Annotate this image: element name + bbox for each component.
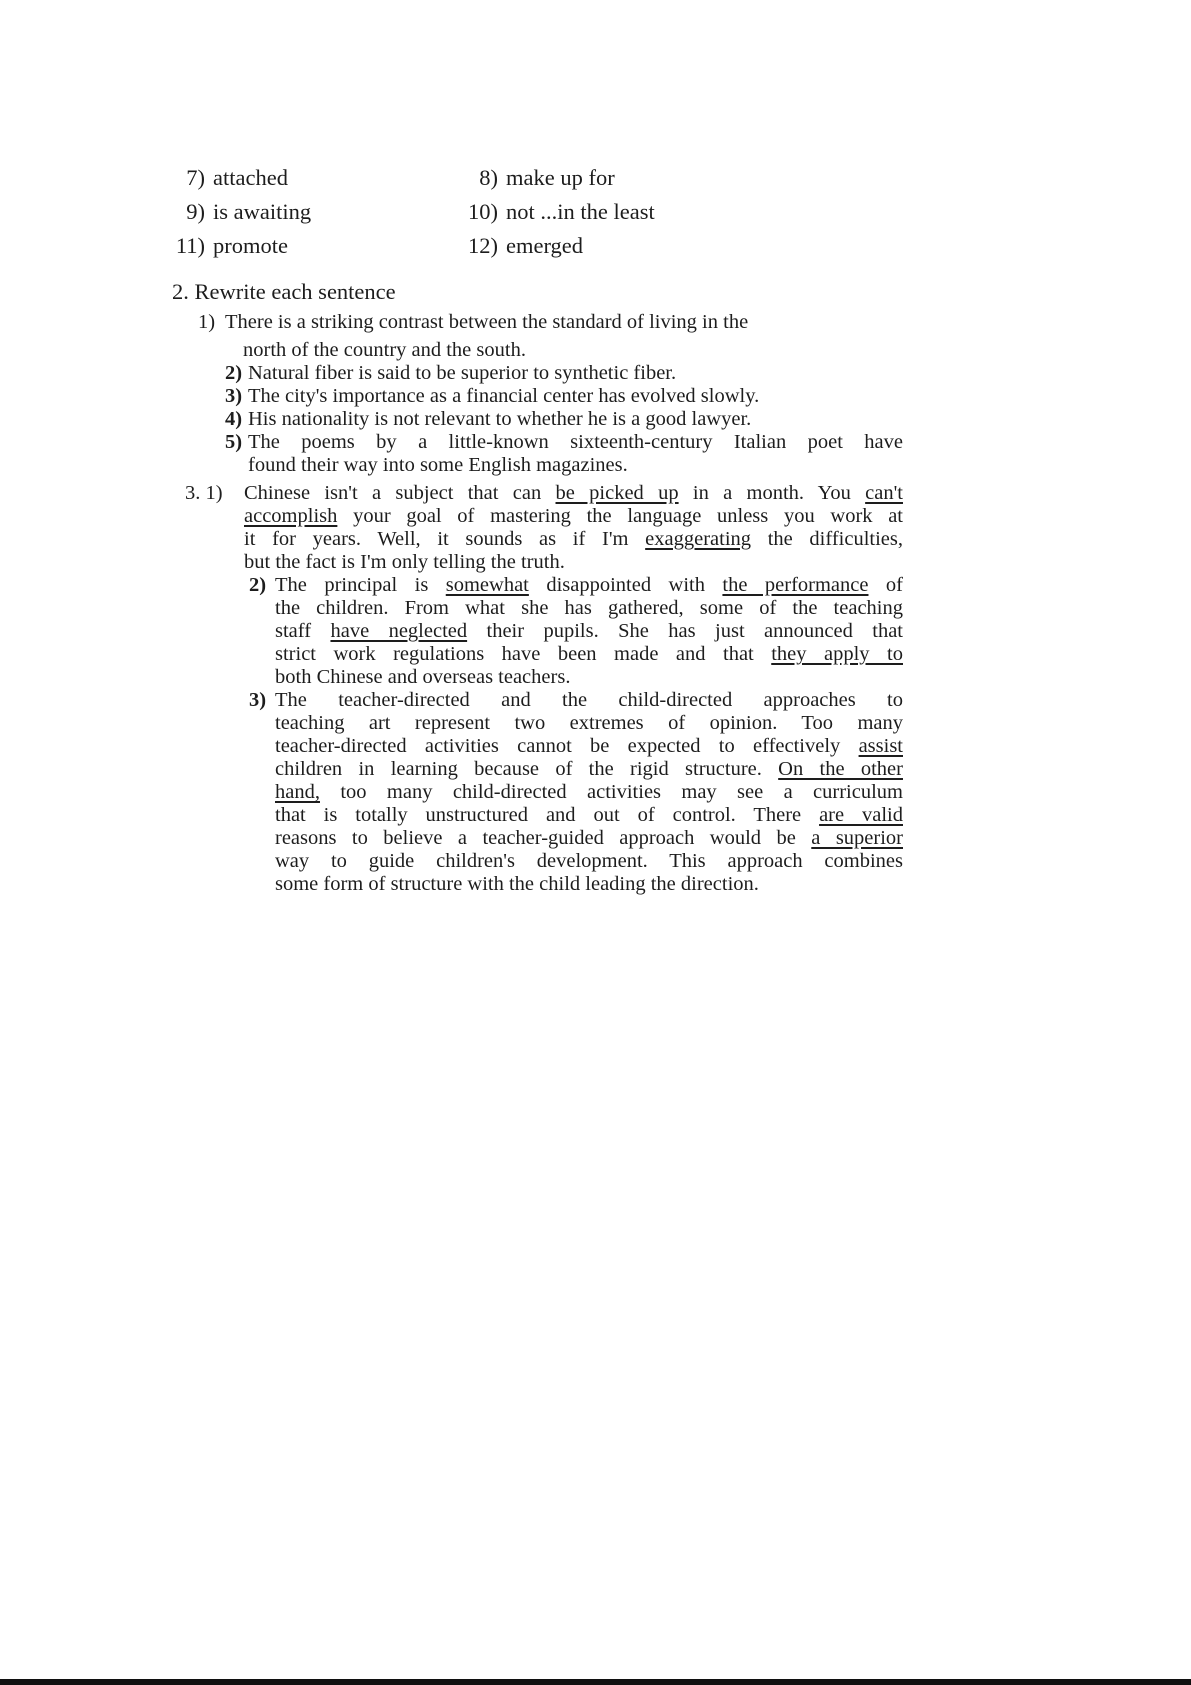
text-line — [275, 781, 903, 804]
text-run: found their way into some English magazines. — [248, 454, 628, 476]
underlined-text: On the other — [778, 758, 903, 780]
list-item — [225, 362, 903, 385]
underlined-text: exaggerating — [645, 528, 752, 550]
item-number: 9) — [186, 199, 205, 224]
text-run: staff — [275, 620, 331, 642]
text-line — [275, 574, 903, 597]
item-text-block — [275, 689, 903, 896]
text-line — [275, 873, 903, 896]
text-run: teaching art represent two extremes of opinion. Too many — [275, 712, 903, 734]
item-marker: 3. 1) — [185, 482, 223, 504]
underlined-text: they apply to — [771, 643, 903, 665]
text-run: The principal is — [275, 574, 446, 596]
item-marker: 3) — [249, 689, 267, 711]
item-text-block — [248, 385, 903, 408]
item-text: not ...in the least — [506, 199, 655, 224]
text-run: the difficulties, — [751, 528, 903, 550]
text-line — [275, 597, 903, 620]
text-run: north of the country and the south. — [243, 339, 526, 361]
text-line — [275, 689, 903, 712]
underlined-text: can't — [865, 482, 903, 504]
bottom-edge-bar — [0, 1679, 1191, 1685]
text-line — [248, 362, 903, 385]
item-text-block — [225, 311, 880, 362]
list-item — [225, 408, 903, 431]
text-run: teacher-directed activities cannot be expected to effectively — [275, 735, 859, 757]
text-run: some form of structure with the child leading the direction. — [275, 873, 759, 895]
text-line — [275, 712, 903, 735]
item-text: emerged — [506, 233, 584, 258]
list-item — [249, 574, 903, 689]
vocab-cell — [435, 161, 615, 195]
underlined-text: a superior — [811, 827, 903, 849]
item-text-block — [248, 431, 903, 477]
item-text: make up for — [506, 165, 615, 190]
text-line — [275, 643, 903, 666]
item-text: is awaiting — [213, 199, 312, 224]
text-line — [248, 454, 903, 477]
text-run: in a month. You — [678, 482, 866, 504]
vocab-row — [168, 195, 948, 229]
text-run: disappointed with — [528, 574, 723, 596]
vocab-cell — [435, 229, 583, 263]
underlined-text: accomplish — [244, 505, 338, 527]
text-run: the children. From what she has gathered, some of the teaching — [275, 597, 903, 619]
vocab-row — [168, 229, 948, 263]
text-run: but the fact is I'm only telling the truth. — [244, 551, 565, 573]
item-text-block — [244, 482, 903, 574]
text-line — [275, 850, 903, 873]
underlined-text: the performance — [722, 574, 869, 596]
underlined-text: hand, — [275, 781, 320, 803]
text-line — [244, 551, 903, 574]
text-run: children in learning because of the rigid structure. — [275, 758, 779, 780]
item-marker: 1) — [198, 311, 216, 333]
item-number: 12) — [468, 233, 498, 258]
text-line — [275, 827, 903, 850]
underlined-text: are valid — [819, 804, 903, 826]
list-item — [225, 385, 903, 408]
text-run: The poems by a little-known sixteenth-century Italian poet have — [248, 431, 903, 453]
underlined-text: have neglected — [330, 620, 468, 642]
text-run: The city's importance as a financial center has evolved slowly. — [248, 385, 760, 407]
item-text: promote — [213, 233, 288, 258]
text-line — [248, 385, 903, 408]
item-marker: 4) — [225, 408, 243, 430]
item-number: 11) — [175, 233, 205, 258]
text-run: both Chinese and overseas teachers. — [275, 666, 571, 688]
text-run: way to guide children's development. This approach combines — [275, 850, 903, 872]
text-run: There is a striking contrast between the standard of living in the — [225, 311, 749, 333]
item-number: 7) — [186, 165, 205, 190]
text-line — [275, 666, 903, 689]
item-marker: 2) — [225, 362, 243, 384]
item-number: 8) — [479, 165, 498, 190]
text-run: Chinese isn't a subject that can — [244, 482, 556, 504]
underlined-text: be picked up — [555, 482, 679, 504]
text-line — [275, 735, 903, 758]
vocab-answer-list — [168, 161, 948, 263]
item-marker: 3) — [225, 385, 243, 407]
text-line — [248, 408, 903, 431]
text-run: it for years. Well, it sounds as if I'm — [244, 528, 646, 550]
text-run: their pupils. She has just announced that — [467, 620, 903, 642]
item-text-block — [248, 362, 903, 385]
vocab-cell — [435, 195, 655, 229]
text-run: reasons to believe a teacher-guided approach would be — [275, 827, 812, 849]
item-marker: 2) — [249, 574, 267, 596]
item-text: attached — [213, 165, 288, 190]
vocab-cell — [168, 161, 288, 195]
text-line — [275, 804, 903, 827]
text-line — [225, 339, 880, 362]
list-item — [185, 482, 903, 574]
text-line — [275, 758, 903, 781]
text-run: that is totally unstructured and out of control. There — [275, 804, 820, 826]
vocab-row — [168, 161, 948, 195]
text-run: strict work regulations have been made and that — [275, 643, 772, 665]
text-line — [244, 482, 903, 505]
text-line — [244, 505, 903, 528]
list-item — [249, 689, 903, 896]
text-run: His nationality is not relevant to whether he is a good lawyer. — [248, 408, 752, 430]
section2-items — [0, 311, 903, 477]
item-marker: 5) — [225, 431, 243, 453]
section2-heading: 2. Rewrite each sentence — [172, 279, 396, 304]
item-number: 10) — [468, 199, 498, 224]
text-line — [248, 431, 903, 454]
underlined-text: assist — [858, 735, 903, 757]
vocab-cell — [168, 195, 311, 229]
text-run: too many child-directed activities may see a curriculum — [319, 781, 903, 803]
text-run: of — [868, 574, 903, 596]
item-text-block — [275, 574, 903, 689]
section3-items — [0, 482, 903, 896]
text-run: The teacher-directed and the child-directed approaches to — [275, 689, 903, 711]
underlined-text: somewhat — [445, 574, 529, 596]
list-item — [225, 431, 903, 477]
item-text-block — [248, 408, 903, 431]
text-run: Natural fiber is said to be superior to synthetic fiber. — [248, 362, 677, 384]
list-item — [198, 311, 903, 362]
text-run: your goal of mastering the language unless you work at — [337, 505, 903, 527]
text-line — [244, 528, 903, 551]
text-line — [225, 311, 880, 334]
vocab-cell — [168, 229, 288, 263]
text-line — [275, 620, 903, 643]
